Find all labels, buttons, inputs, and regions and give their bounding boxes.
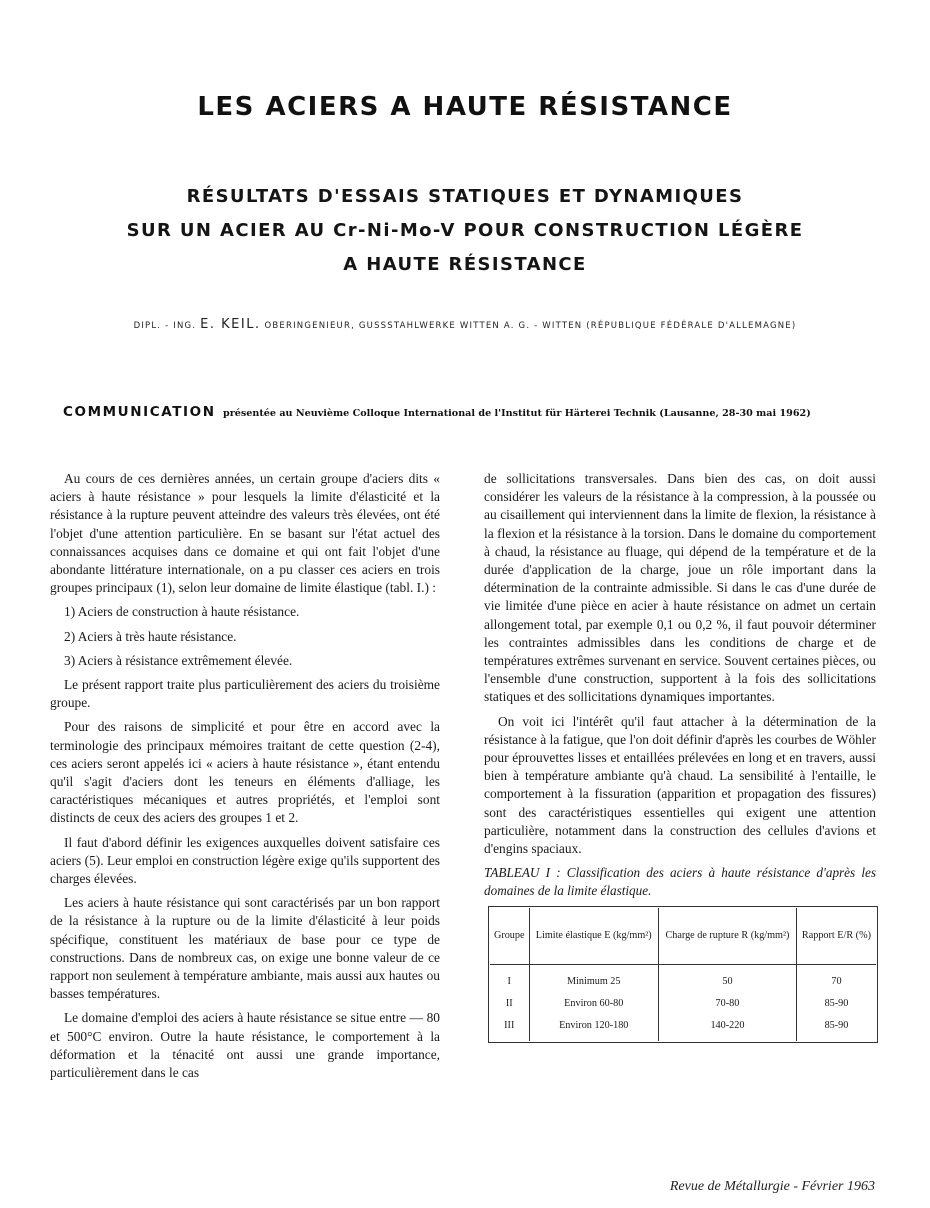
table-frame	[488, 906, 878, 1043]
header-charge: Charge de rupture R (kg/mm²)	[658, 908, 796, 965]
table-cell: II	[505, 998, 513, 1010]
communication-note	[63, 404, 883, 420]
table-cell: 85-90	[796, 993, 876, 1015]
paragraph: de sollicitations transversales. Dans bien des cas, on doit aussi considérer les valeurs de la résistance à la compression, à la poussée ou au cisaillement qui interviennent dans la limite de flexion, la résistance à la flexion et la résistance à la torsion. Dans le domaine du comportement à chaud, la résistance au fluage, qui dépend de la température et de la durée d'application de la charge, joue un rôle important dans la détermination de la contrainte admissible. Si dans le cas d'une durée de vie limitée d'une pièce en acier à haute résistance on admet un certain allongement total, par exemple 0,1 ou 0,2 %, il faut pouvoir déterminer les contraintes admissibles dans les conditions de charge et de températures extrêmes survenant en service. Souvent certaines pièces, ou l'ensemble d'une construction, supportent à la fois des sollicitations statiques et des sollicitations dynamiques importantes.	[484, 471, 876, 705]
right-column	[484, 470, 876, 1043]
header-limite: Limite élastique E (kg/mm²)	[529, 908, 658, 965]
table-row	[490, 965, 876, 994]
list-item: 1) Aciers de construction à haute résistance.	[64, 604, 300, 620]
table-cell: 50	[658, 965, 796, 994]
page-title: LES ACIERS A HAUTE RÉSISTANCE	[197, 92, 733, 122]
paragraph: Il faut d'abord définir les exigences auxquelles doivent satisfaire ces aciers (5). Leur emploi en construction légère exige qu'ils supportent des charges élevées.	[50, 834, 440, 887]
list-item: 3) Aciers à résistance extrêmement élevée.	[64, 652, 293, 668]
table-caption: TABLEAU I : Classification des aciers à haute résistance d'après les domaines de la limite élastique.	[484, 865, 876, 899]
paragraph: Pour des raisons de simplicité et pour être en accord avec la terminologie des principaux mémoires traitant de cette question (2-4), ces aciers seront appelés ici « aciers à haute résistance », étant entendu qu'il s'agit d'aciers dont les teneurs en éléments d'alliage, les caractéristiques mécaniques et autres propriétés, et l'emploi sont distincts de ceux des aciers des groupes 1 et 2.	[50, 719, 440, 826]
subtitle	[60, 180, 870, 282]
author-affiliation: OBERINGENIEUR, GUSSSTAHLWERKE WITTEN A. G. - WITTEN (RÉPUBLIQUE FÉDÉRALE D'ALLEMAGNE)	[264, 321, 797, 331]
table-cell: 85-90	[796, 1015, 876, 1041]
paragraph: Le présent rapport traite plus particulièrement des aciers du troisième groupe.	[50, 677, 440, 711]
table-header-row	[490, 908, 876, 965]
table-cell: I	[507, 976, 511, 988]
header-rapport: Rapport E/R (%)	[796, 908, 876, 965]
paragraph: Au cours de ces dernières années, un certain groupe d'aciers dits « aciers à haute résistance » pour lesquels la limite d'élasticité et la résistance à la rupture peuvent atteindre des valeurs très élevées, ont été l'objet d'une attention particulière. En se basant sur l'état actuel des connaissances acquises dans ce domaine et qui ont fait l'objet d'une abondante littérature internationale, on a pu classer ces aciers en trois groupes principaux (1), selon leur domaine de limite élastique (tabl. I.) :	[50, 471, 440, 596]
author-line	[60, 317, 870, 332]
header-groupe: Groupe	[490, 908, 529, 965]
subtitle-line: SUR UN ACIER AU Cr-Ni-Mo-V POUR CONSTRUCTION LÉGÈRE	[126, 220, 804, 241]
paragraph: On voit ici l'intérêt qu'il faut attacher à la détermination de la résistance à la fatigue, que l'on doit définir d'après les courbes de Wöhler pour éprouvettes lisses et entaillées prélevées en long et en travers, aussi bien à température ambiante qu'à chaud. La sensibilité à l'entaille, le comportement à la fissuration (apparition et propagation des fissures) sont des caractéristiques essentielles qui exigent une attention particulière, notamment dans la construction des cellules d'avions et d'engins spaciaux.	[484, 713, 876, 857]
table-cell: 140-220	[658, 1015, 796, 1041]
table-cell: Environ 60-80	[529, 993, 658, 1015]
communication-text: présentée au Neuvième Colloque International de l'Institut für Härterei Technik (Lausanne, 28-30 mai 1962)	[223, 408, 811, 419]
left-column	[50, 470, 440, 1088]
table-row	[490, 1015, 876, 1041]
group-list	[50, 603, 440, 670]
subtitle-line: A HAUTE RÉSISTANCE	[343, 254, 587, 275]
table-row	[490, 993, 876, 1015]
author-prefix: DIPL. - ING.	[133, 321, 197, 331]
table-cell: Minimum 25	[529, 965, 658, 994]
author-name: E. KEIL.	[200, 317, 261, 332]
list-item: 2) Aciers à très haute résistance.	[64, 628, 237, 644]
table-cell: 70-80	[658, 993, 796, 1015]
communication-label: COMMUNICATION	[63, 404, 216, 420]
table-cell: 70	[796, 965, 876, 994]
table-cell: Environ 120-180	[529, 1015, 658, 1041]
classification-table	[490, 908, 876, 1041]
footer-journal: Revue de Métallurgie - Février 1963	[669, 1179, 875, 1194]
subtitle-line: RÉSULTATS D'ESSAIS STATIQUES ET DYNAMIQUES	[186, 186, 744, 207]
table-cell: III	[504, 1020, 515, 1032]
paragraph: Le domaine d'emploi des aciers à haute résistance se situe entre — 80 et 500°C environ. Outre la haute résistance, le comportement à la déformation et la ténacité ont aussi une grande importance, particulièrement dans le cas	[50, 1010, 440, 1081]
paragraph: Les aciers à haute résistance qui sont caractérisés par un bon rapport de la résistance à la rupture ou de la limite d'élasticité à leur poids spécifique, constituent les matériaux de base pour ce type de constructions. Dans de nombreux cas, on exige une bonne valeur de ce rapport non seulement à température ambiante, mais aussi aux hautes ou basses températures.	[50, 895, 440, 1002]
